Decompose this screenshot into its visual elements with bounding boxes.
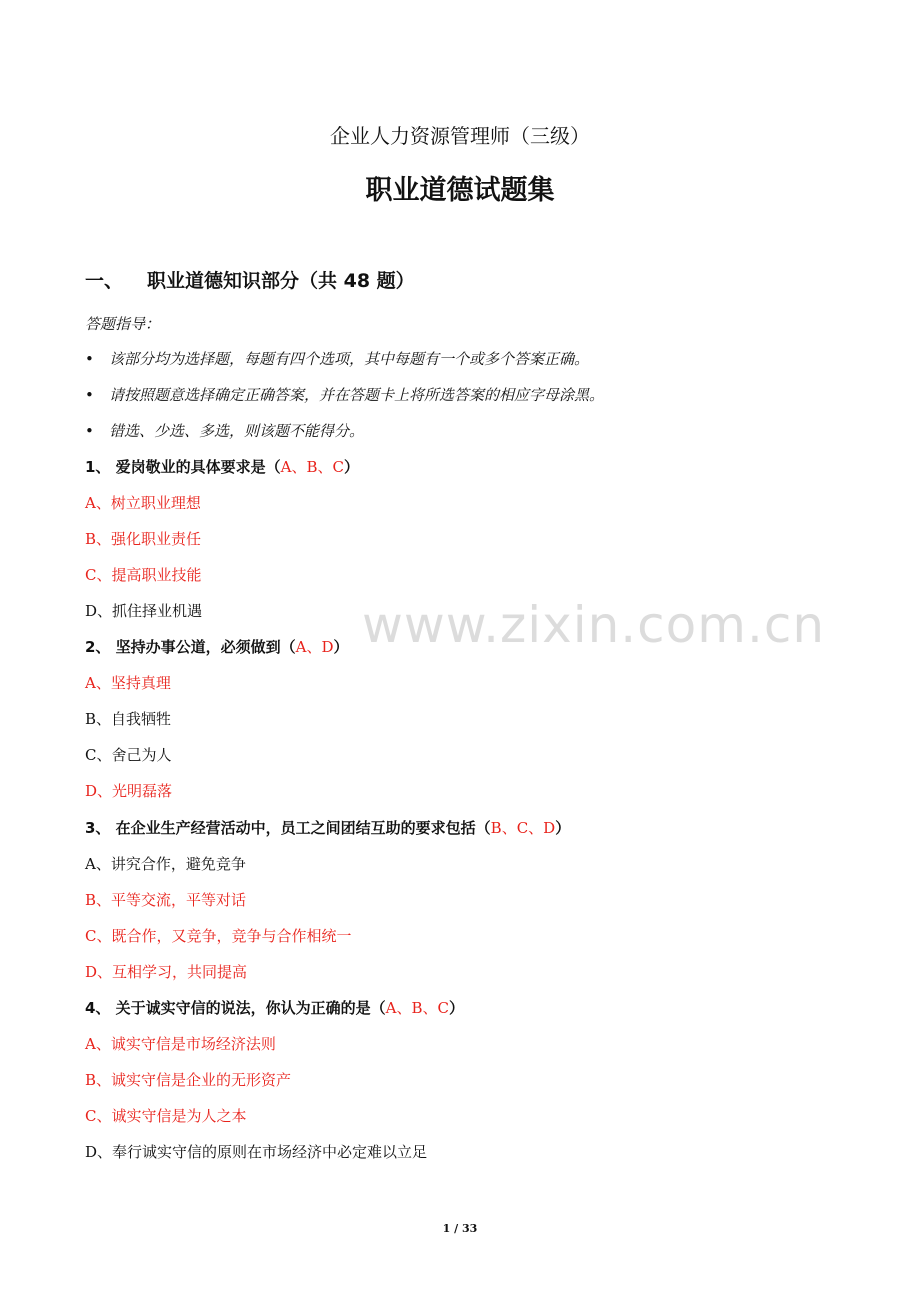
question-stem: 2、 坚持办事公道，必须做到（ [85,638,296,656]
instruction-item [85,421,364,441]
question-1 [85,457,359,477]
question-stem: 4、 关于诚实守信的说法，你认为正确的是（ [85,999,386,1017]
question-answer: A、D [295,638,334,656]
option-correct: C、提高职业技能 [85,566,202,584]
option: B、自我牺牲 [85,710,172,728]
option-correct: A、树立职业理想 [85,494,201,512]
question-close: ） [344,458,360,476]
option-correct: B、平等交流，平等对话 [85,891,247,909]
instructions-heading: 答题指导： [85,315,161,333]
option: A、讲究合作，避免竞争 [85,855,246,873]
document-subtitle: 企业人力资源管理师（三级） [330,124,590,148]
question-close: ） [449,999,465,1017]
document-title: 职业道德试题集 [365,175,555,206]
question-4 [85,998,464,1018]
question-close: ） [555,819,571,837]
bullet-icon: • [85,386,94,404]
option: D、抓住择业机遇 [85,602,203,620]
instruction-item [85,385,604,405]
option: D、奉行诚实守信的原则在市场经济中必定难以立足 [85,1143,428,1161]
question-answer: A、B、C [280,458,345,476]
question-2 [85,637,349,657]
option-correct: B、诚实守信是企业的无形资产 [85,1071,292,1089]
question-answer: B、C、D [490,819,556,837]
question-stem: 1、 爱岗敬业的具体要求是（ [85,458,281,476]
option-correct: A、诚实守信是市场经济法则 [85,1035,276,1053]
option-correct: D、互相学习，共同提高 [85,963,248,981]
question-close: ） [333,638,349,656]
bullet-icon: • [85,350,94,368]
instruction-text: 错选、少选、多选，则该题不能得分。 [109,422,365,440]
bullet-icon: • [85,422,94,440]
question-stem: 3、 在企业生产经营活动中，员工之间团结互助的要求包括（ [85,819,491,837]
page-number: 1 / 33 [442,1222,478,1235]
instruction-text: 请按照题意选择确定正确答案，并在答题卡上将所选答案的相应字母涂黑。 [109,386,605,404]
option-correct: D、光明磊落 [85,782,173,800]
section-heading [85,266,415,293]
question-3 [85,818,570,838]
instruction-text: 该部分均为选择题，每题有四个选项，其中每题有一个或多个答案正确。 [109,350,590,368]
instruction-item [85,349,589,369]
question-answer: A、B、C [385,999,450,1017]
option-correct: C、既合作，又竞争，竞争与合作相统一 [85,927,352,945]
watermark: www.zixin.com.cn [362,596,826,654]
option-correct: A、坚持真理 [85,674,171,692]
option: C、舍己为人 [85,746,172,764]
section-number: 一、 [85,270,124,292]
section-title: 职业道德知识部分（共 48 题） [147,270,415,292]
option-correct: B、强化职业责任 [85,530,202,548]
option-correct: C、诚实守信是为人之本 [85,1107,247,1125]
